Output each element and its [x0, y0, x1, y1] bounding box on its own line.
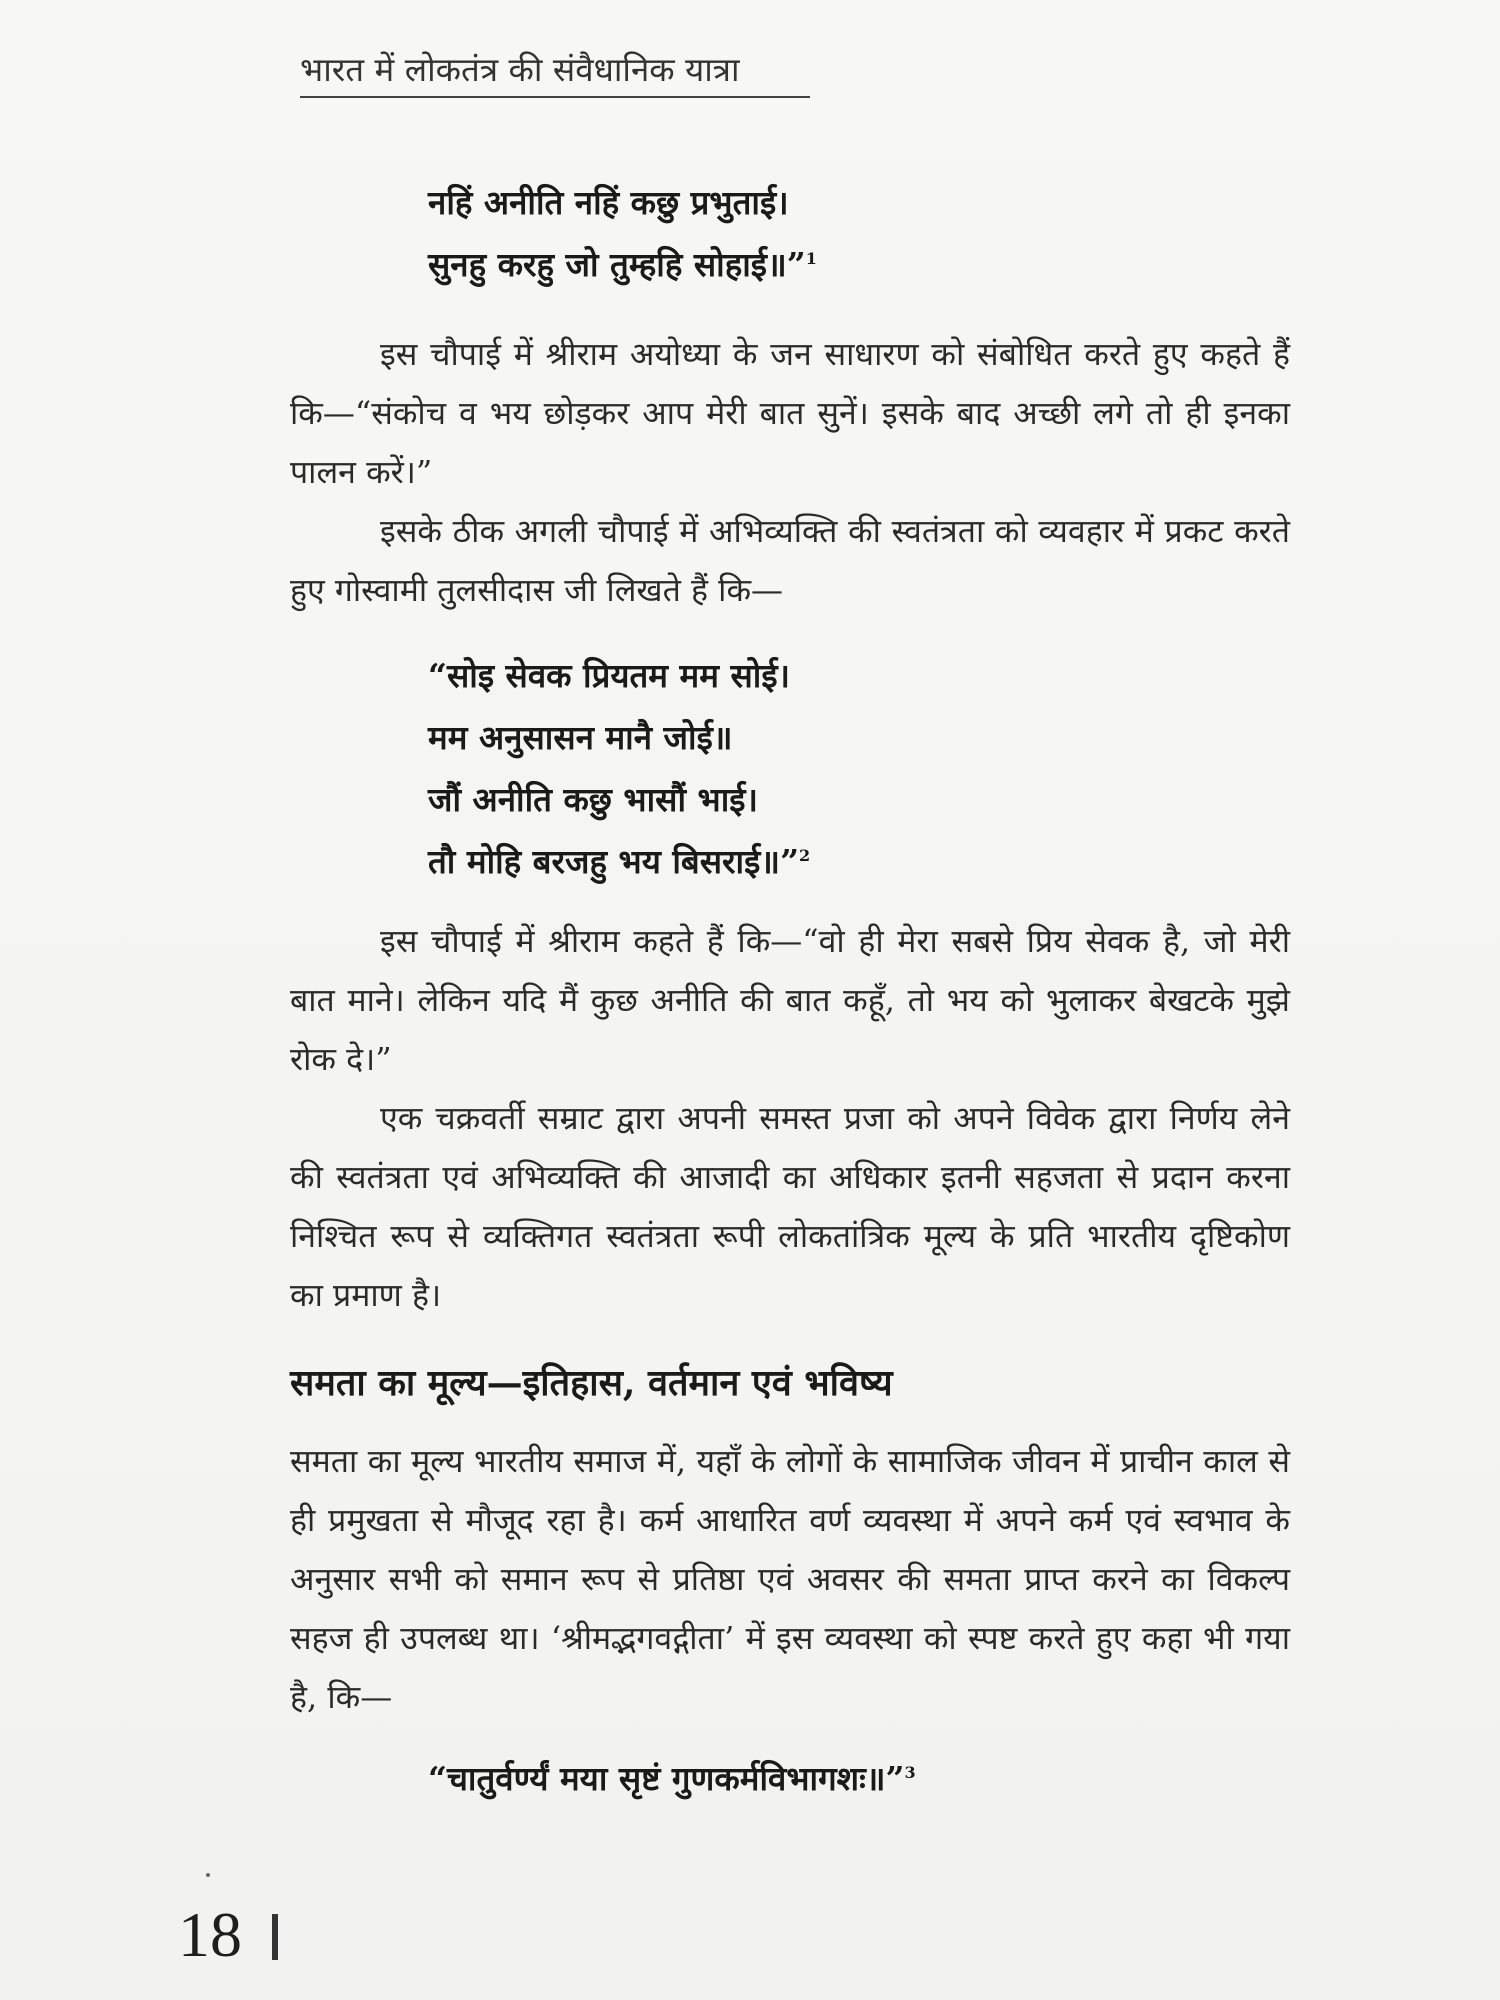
- section-heading: समता का मूल्य—इतिहास, वर्तमान एवं भविष्य: [290, 1362, 893, 1404]
- verse-3-line-1-text: “चातुर्वर्ण्यं मया सृष्टं गुणकर्मविभागशः॥”: [428, 1759, 905, 1798]
- page-number: 18: [178, 1899, 242, 1970]
- verse-2-line-1: “सोइ सेवक प्रियतम मम सोई।: [428, 656, 791, 695]
- paragraph-5: समता का मूल्य भारतीय समाज में, यहाँ के लोगों के सामाजिक जीवन में प्राचीन काल से ही प्रमुखता से मौजूद रहा है। कर्म आधारित वर्ण व्यवस्था में अपने कर्म एवं स्वभाव के अनुसार सभी को समान रूप से प्रतिष्ठा एवं अवसर की समता प्राप्त करने का विकल्प सहज ही उपलब्ध था। ‘श्रीमद्भगवद्गीता’ में इस व्यवस्था को स्पष्ट करते हुए कहा भी गया है, कि—: [290, 1442, 1290, 1716]
- print-speck: [206, 1873, 210, 1877]
- verse-3-line-1: [428, 1748, 916, 1810]
- verse-block-2: [428, 645, 810, 893]
- verse-2-line-4: [428, 831, 810, 893]
- verse-2-line-3: जौं अनीति कछु भासौं भाई।: [428, 780, 758, 819]
- footnote-ref-3: 3: [904, 1763, 916, 1782]
- footnote-ref-2: 2: [799, 846, 811, 865]
- footnote-ref-1: 1: [805, 249, 817, 268]
- verse-block-3: [428, 1748, 916, 1810]
- verse-1-line-2: [428, 234, 817, 296]
- running-head: भारत में लोकतंत्र की संवैधानिक यात्रा: [300, 48, 810, 98]
- page-number-bar: [272, 1914, 278, 1960]
- paragraph-1: इस चौपाई में श्रीराम अयोध्या के जन साधारण को संबोधित करते हुए कहते हैं कि—“संकोच व भय छोड़कर आप मेरी बात सुनें। इसके बाद अच्छी लगे तो ही इनका पालन करें।”: [290, 335, 1290, 491]
- verse-1-line-2-text: सुनहु करहु जो तुम्हहि सोहाई॥”: [428, 245, 806, 284]
- verse-2-line-4-text: तौ मोहि बरजहु भय बिसराई॥”: [428, 842, 800, 881]
- verse-2-line-2: मम अनुसासन मानै जोई॥: [428, 718, 733, 757]
- verse-1-line-1: नहिं अनीति नहिं कछु प्रभुताई।: [428, 183, 789, 222]
- paragraph-4: एक चक्रवर्ती सम्राट द्वारा अपनी समस्त प्रजा को अपने विवेक द्वारा निर्णय लेने की स्वतंत्रता एवं अभिव्यक्ति की आजादी का अधिकार इतनी सहजता से प्रदान करना निश्चित रूप से व्यक्तिगत स्वतंत्रता रूपी लोकतांत्रिक मूल्य के प्रति भारतीय दृष्टिकोण का प्रमाण है।: [290, 1099, 1290, 1314]
- paragraph-3: इस चौपाई में श्रीराम कहते हैं कि—“वो ही मेरा सबसे प्रिय सेवक है, जो मेरी बात माने। लेकिन यदि मैं कुछ अनीति की बात कहूँ, तो भय को भुलाकर बेखटके मुझे रोक दे।”: [290, 922, 1290, 1078]
- verse-block-1: [428, 172, 817, 296]
- paragraph-2: इसके ठीक अगली चौपाई में अभिव्यक्ति की स्वतंत्रता को व्यवहार में प्रकट करते हुए गोस्वामी तुलसीदास जी लिखते हैं कि—: [290, 512, 1290, 609]
